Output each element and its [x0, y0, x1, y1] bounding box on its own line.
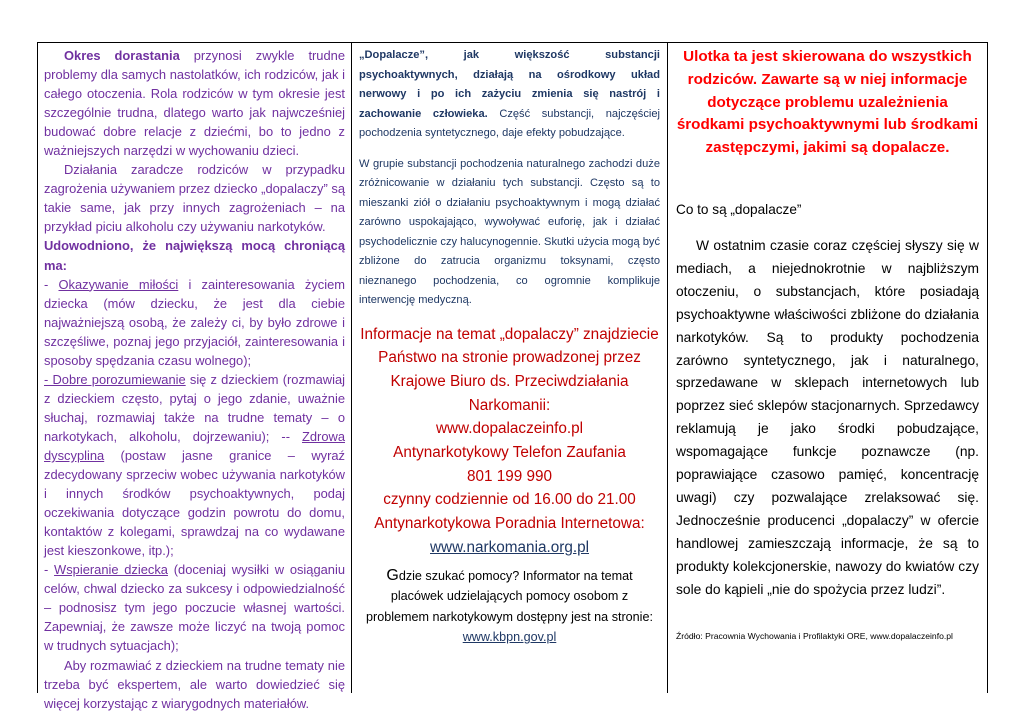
leaflet-intro: Ulotka ta jest skierowana do wszystkich rodziców. Zawarte są w niej informacje dotyczące problemu uzależnienia środkami psychoaktywnymi lub środkami zastępczymi, jakimi są dopalacze.	[676, 48, 979, 157]
info-intro: Informacje na temat „dopalaczy” znajdziecie Państwo na stronie prowadzonej przez Krajowe Biuro ds. Przeciwdziałania Narkomanii:	[360, 325, 659, 414]
paragraph-dopalacze-effects	[359, 46, 660, 144]
paragraph-countermeasures: Działania zaradcze rodziców w przypadku zagrożenia używaniem przez dziecko „dopalaczy” są takie same, jak przy innych zagrożeniach – na przykład piciu alkoholu czy używaniu narkotyków.	[44, 162, 345, 235]
support-text: (doceniaj wysiłki w osiąganiu celów, chwal dziecko za sukcesy i odpowiedzialność – podnosisz tym jego poczucie własnej wartości. Zapewniaj, że zawsze może liczyć na twoją pomoc w trudnych sytuacjach);	[44, 562, 346, 654]
dopalacze-effects-bold: „Dopalacze”, jak większość substancji psychoaktywnych, działają na ośrodkowy układ nerwowy i po ich zażyciu zmienia się nastrój i zachowanie człowieka.	[359, 49, 660, 120]
hotline-phone[interactable]: 801 199 990	[466, 467, 553, 485]
paragraph-natural-substances: W grupie substancji pochodzenia naturalnego zachodzi duże zróżnicowanie w działaniu tych substancji. Często są to mieszanki ziół o działaniu psychoaktywnym i mogą działać zarówno uspokajająco, wywoływać euforię, jak i działać psychodelicznie czy halucynogennie. Skutki użycia mogą być zbliżone do zatrucia organizmu toksynami, często nieznanego pochodzenia, co ogromnie komplikuje interwencję medyczną.	[359, 157, 660, 306]
love-label: Okazywanie miłości	[58, 276, 179, 292]
paragraph-talk: Aby rozmawiać z dzieckiem na trudne tematy nie trzeba być ekspertem, ale warto dowiedzieć się więcej korzystając z wiarygodnych materiałów.	[44, 657, 345, 711]
info-block	[359, 323, 660, 560]
discipline-text: (postaw jasne granice – wyraź zdecydowany sprzeciw wobec używania narkotyków i innych środków psychoaktywnych, podaj oczekiwania dotyczące godzin powrotu do domu, kontaktów z kolegami, sprawdzaj na co wydawane jest kieszonkowe, itp.);	[44, 447, 345, 559]
adolescence-heading: Okres dorastania	[64, 48, 180, 63]
info-website-link[interactable]: www.dopalaczeinfo.pl	[435, 420, 584, 438]
list-item-love	[44, 275, 345, 370]
help-text: dzie szukać pomocy? Informator na temat placówek udzielających pomocy osobom z problemem narkotykowym dostępny jest na stronie:	[366, 568, 653, 624]
love-text: i zainteresowania życiem dziecka (mów dziecku, że jest dla ciebie najważniejszą osobą, że zależy ci, by było zdrowe i szczęśliwe, poznaj jego przyjaciół, zainteresowania i sposoby spędzania czasu wolnego);	[44, 276, 346, 368]
narkomania-link[interactable]: www.narkomania.org.pl	[430, 538, 589, 556]
paragraph-what-are: W ostatnim czasie coraz częściej słyszy się w mediach, a niejednokrotnie w najbliższym otoczeniu, o substancjach, które posiadają psychoaktywne właściwości zbliżone do działania narkotyków. Są to produkty pochodzenia zarówno syntetycznego, jak i naturalnego, sprzedawane w sklepach internetowych lub poprzez sieć sklepów stacjonarnych. Sprzedawcy reklamują je jako środki pobudzające, wspomagające funkcje poznawcze (np. poprawiające czasowo pamięć, koncentrację uwagi) czy pozwalające zrelaksować się. Jednocześnie producenci „dopalaczy” w ofercie handlowej zamieszczają informacje, że są to produkty kolekcjonerskie, nawozy do kwiatów czy sole do kąpieli „nie do spożycia przez ludzi”.	[676, 237, 979, 597]
question-heading: Co to są „dopalacze”	[676, 201, 802, 217]
hotline-hours: czynny codziennie od 16.00 do 21.00	[383, 491, 636, 509]
dash: -	[44, 276, 59, 292]
discipline-label: Zdrowa dyscyplina	[44, 428, 345, 463]
hotline-title: Antynarkotykowy Telefon Zaufania	[393, 444, 626, 462]
support-label: Wspieranie dziecka	[54, 562, 168, 578]
left-column	[38, 43, 351, 711]
dopalacze-effects-text: Część substancji, najczęściej pochodzenia syntetycznego, daje efekty pobudzające.	[359, 107, 660, 139]
middle-column	[351, 43, 667, 693]
communication-text: się z dzieckiem (rozmawiaj z dzieckiem często, pytaj o jego zdanie, uważnie słuchaj, rozmawiaj także na trudne tematy – o narkotykach, alkoholu, dojrzewaniu); --	[44, 371, 346, 444]
communication-label: - Dobre porozumiewanie	[44, 371, 186, 387]
list-item-communication	[44, 370, 345, 560]
help-drop-letter: G	[386, 566, 399, 584]
leaflet-frame	[37, 42, 988, 711]
online-clinic-title: Antynarkotykowa Poradnia Internetowa:	[374, 515, 645, 533]
paragraph-adolescence	[44, 46, 345, 160]
right-column	[667, 43, 987, 693]
protective-factors-heading: Udowodniono, że największą mocą chroniącą ma:	[44, 238, 345, 273]
kbpn-link[interactable]: www.kbpn.gov.pl	[462, 630, 557, 645]
list-item-support	[44, 560, 345, 655]
source-note: Źródło: Pracownia Wychowania i Profilaktyki ORE, www.dopalaczeinfo.pl	[676, 631, 953, 642]
help-info	[359, 566, 660, 648]
dash: -	[44, 562, 55, 578]
adolescence-text: przynosi zwykle trudne problemy dla samych nastolatków, ich rodziców, jak i całego otoczenia. Rola rodziców w tym okresie jest szczególnie trudna, dlatego warto jak najwcześniej budować dobre relacje z dziećmi, bo to jedno z ważniejszych narzędzi w wychowaniu dzieci.	[44, 48, 345, 159]
